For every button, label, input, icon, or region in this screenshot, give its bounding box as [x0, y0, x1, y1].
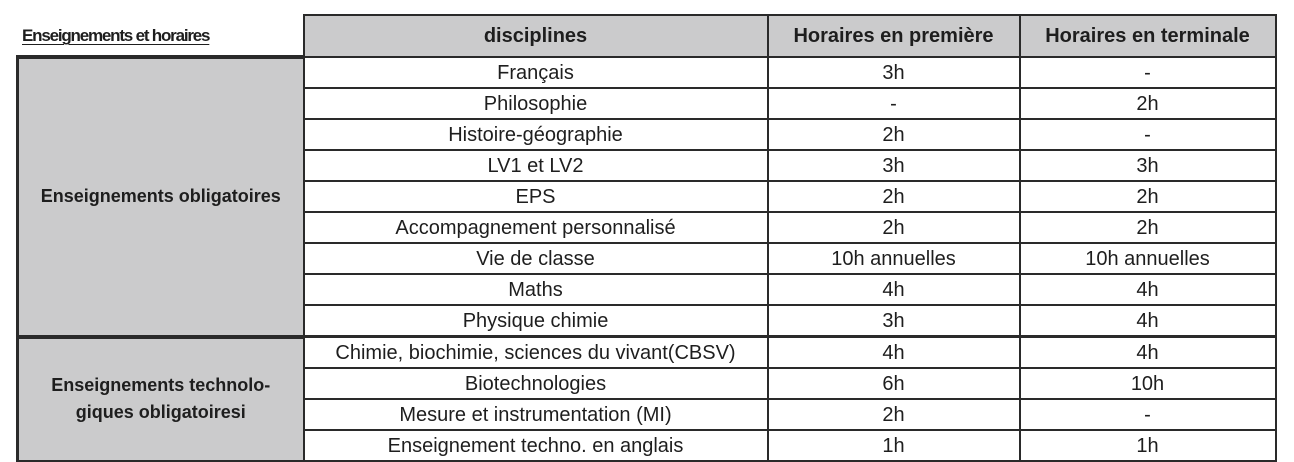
premiere-hours-cell: 3h [768, 305, 1020, 337]
discipline-cell: Biotechnologies [304, 368, 768, 399]
table-row [18, 57, 1276, 88]
discipline-cell: Histoire-géographie [304, 119, 768, 150]
terminale-hours-cell: 10h annuelles [1020, 243, 1276, 274]
terminale-hours-cell: 4h [1020, 305, 1276, 337]
discipline-cell: EPS [304, 181, 768, 212]
terminale-hours-cell: 4h [1020, 274, 1276, 305]
terminale-hours-cell: 1h [1020, 430, 1276, 461]
terminale-hours-cell: 2h [1020, 88, 1276, 119]
premiere-hours-cell: - [768, 88, 1020, 119]
terminale-hours-cell: - [1020, 399, 1276, 430]
terminale-hours-cell: - [1020, 119, 1276, 150]
terminale-hours-cell: 10h [1020, 368, 1276, 399]
premiere-hours-cell: 1h [768, 430, 1020, 461]
discipline-cell: Enseignement techno. en anglais [304, 430, 768, 461]
document-title: Enseignements et horaires [22, 26, 210, 45]
premiere-hours-cell: 10h annuelles [768, 243, 1020, 274]
premiere-hours-cell: 2h [768, 181, 1020, 212]
premiere-hours-cell: 3h [768, 57, 1020, 88]
premiere-hours-cell: 2h [768, 212, 1020, 243]
discipline-cell: LV1 et LV2 [304, 150, 768, 181]
premiere-hours-cell: 3h [768, 150, 1020, 181]
header-terminale: Horaires en terminale [1020, 15, 1276, 57]
header-corner [18, 15, 304, 57]
table-row [18, 337, 1276, 369]
premiere-hours-cell: 4h [768, 274, 1020, 305]
premiere-hours-cell: 4h [768, 337, 1020, 369]
header-disciplines: disciplines [304, 15, 768, 57]
terminale-hours-cell: 2h [1020, 212, 1276, 243]
discipline-cell: Maths [304, 274, 768, 305]
discipline-cell: Physique chimie [304, 305, 768, 337]
header-row [18, 15, 1276, 57]
discipline-cell: Vie de classe [304, 243, 768, 274]
premiere-hours-cell: 2h [768, 399, 1020, 430]
discipline-cell: Français [304, 57, 768, 88]
terminale-hours-cell: 4h [1020, 337, 1276, 369]
terminale-hours-cell: - [1020, 57, 1276, 88]
discipline-cell: Accompagnement personnalisé [304, 212, 768, 243]
premiere-hours-cell: 2h [768, 119, 1020, 150]
terminale-hours-cell: 3h [1020, 150, 1276, 181]
discipline-cell: Chimie, biochimie, sciences du vivant(CBSV) [304, 337, 768, 369]
discipline-cell: Mesure et instrumentation (MI) [304, 399, 768, 430]
premiere-hours-cell: 6h [768, 368, 1020, 399]
schedule-table [16, 14, 1277, 462]
header-premiere: Horaires en première [768, 15, 1020, 57]
table-body [18, 57, 1276, 461]
discipline-cell: Philosophie [304, 88, 768, 119]
group-label: Enseignements obligatoires [18, 57, 304, 337]
group-label: Enseignements technolo-giques obligatoiresi [18, 337, 304, 462]
terminale-hours-cell: 2h [1020, 181, 1276, 212]
